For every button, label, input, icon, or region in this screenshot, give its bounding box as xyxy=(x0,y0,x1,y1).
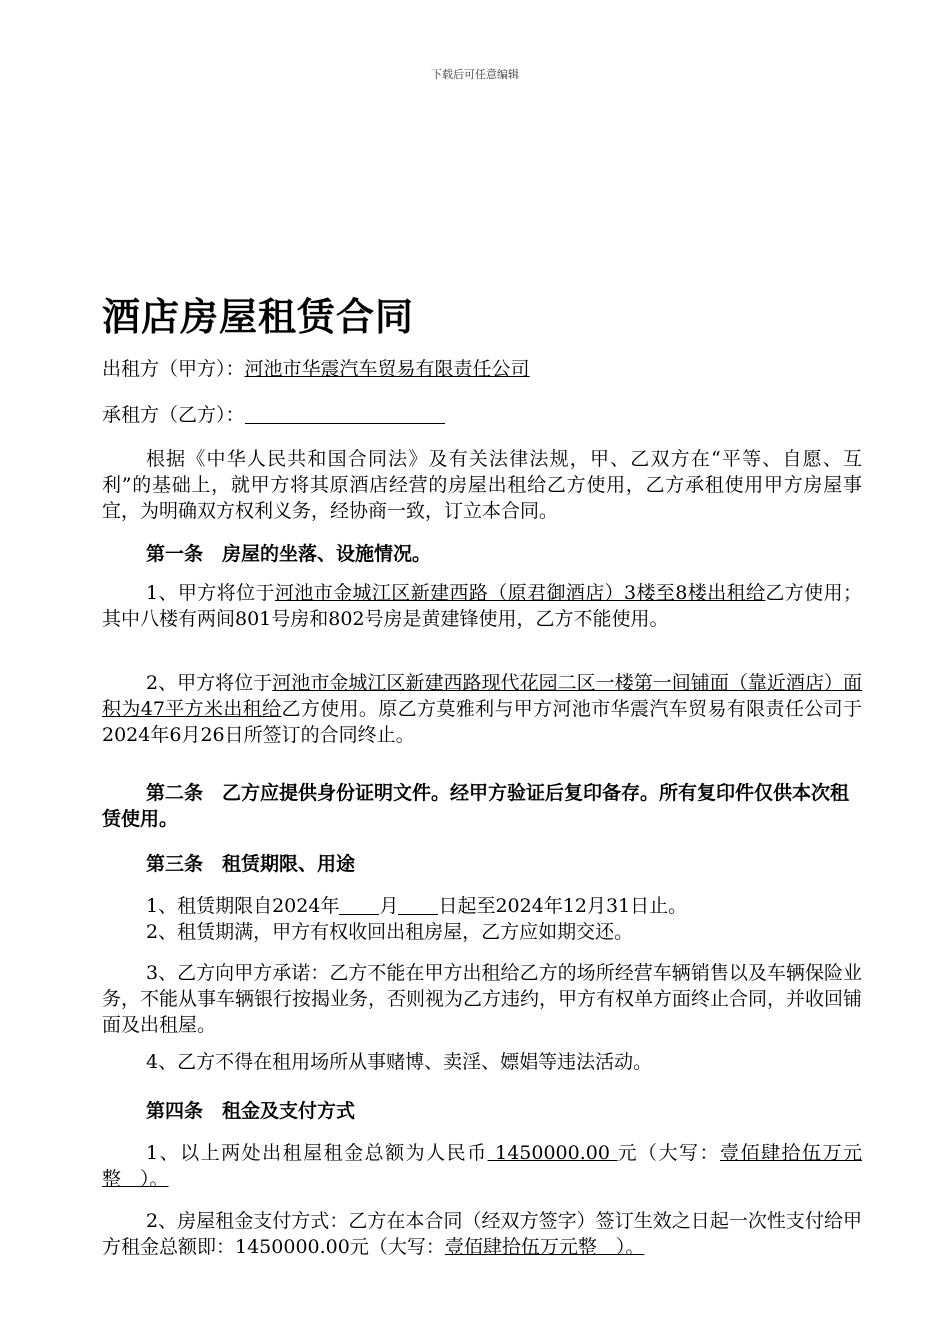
article1-item2-rest: 乙方使用。原乙方莫雅利与甲方河池市华震汽车贸易有限责任公司于2024年6月26日所签订的合同终止。 xyxy=(102,698,862,746)
lessee-line xyxy=(102,402,862,428)
document-title: 酒店房屋租赁合同 xyxy=(102,295,415,339)
rent-amount: 1450000.00 xyxy=(487,1142,618,1164)
article1-item2 xyxy=(102,670,862,748)
lessee-name-blank xyxy=(245,405,445,424)
page-header-note: 下载后可任意编辑 xyxy=(431,68,519,81)
article3-item1-lead: 1、租赁期限自2024年 xyxy=(146,895,340,917)
article1-item1-lead: 1、甲方将位于 xyxy=(146,582,275,604)
article1-heading: 第一条 房屋的坐落、设施情况。 xyxy=(146,543,432,565)
article1-item1 xyxy=(102,580,862,632)
article3-item1 xyxy=(102,893,862,919)
payment-amount-words: 壹佰肆拾伍万元整 ）。 xyxy=(444,1236,645,1258)
lessor-label: 出租方（甲方）： xyxy=(102,358,245,380)
article4-item1 xyxy=(102,1140,862,1192)
article4-item2-lead: 2、房屋租金支付方式：乙方在本合同（经双方签字）签订生效之日起一次性支付给甲方租金总额即：1450000.00元（大写： xyxy=(102,1210,862,1258)
article4-item1-unit: 元（大写： xyxy=(617,1142,720,1164)
article4-item1-lead: 1、以上两处出租屋租金总额为人民币 xyxy=(146,1142,488,1164)
lessor-name: 河池市华震汽车贸易有限责任公司 xyxy=(244,358,530,380)
rent-amount-words: 壹佰肆拾伍万元整 ）。 xyxy=(102,1142,862,1190)
article1-item2-location: 河池市金城江区新建西路现代花园二区一楼第一间铺面（靠近酒店）面积为47平方米出租给 xyxy=(102,672,862,720)
article1-item1-rest: 乙方使用；其中八楼有两间801号房和802号房是黄建锋使用，乙方不能使用。 xyxy=(102,582,862,630)
article4-item2 xyxy=(102,1208,862,1260)
article1-item1-location: 河池市金城江区新建西路（原君御酒店）3楼至8楼出租给 xyxy=(274,582,766,604)
article1-item2-lead: 2、甲方将位于 xyxy=(146,672,273,694)
article3-item1-month: 月 xyxy=(379,895,399,917)
month-blank xyxy=(339,896,379,915)
lessor-line xyxy=(102,356,862,382)
article3-item1-rest: 日起至2024年12月31日止。 xyxy=(438,895,688,917)
preamble-paragraph: 根据《中华人民共和国合同法》及有关法律法规，甲、乙双方在“平等、自愿、互利”的基础上，就甲方将其原酒店经营的房屋出租给乙方使用，乙方承租使用甲方房屋事宜，为明确双方权利义务，经协商一致，订立本合同。 xyxy=(102,448,862,522)
article2-heading: 第二条 乙方应提供身份证明文件。经甲方验证后复印备存。所有复印件仅供本次租赁使用。 xyxy=(102,782,850,830)
day-blank xyxy=(398,896,438,915)
article3-item4: 4、乙方不得在租用场所从事赌博、卖淫、嫖娼等违法活动。 xyxy=(146,1051,653,1073)
article3-item3: 3、乙方向甲方承诺：乙方不能在甲方出租给乙方的场所经营车辆销售以及车辆保险业务，不能从事车辆银行按揭业务，否则视为乙方违约，甲方有权单方面终止合同，并收回铺面及出租屋。 xyxy=(102,962,863,1036)
article3-item2: 2、租赁期满，甲方有权收回出租房屋，乙方应如期交还。 xyxy=(146,921,634,943)
article4-heading: 第四条 租金及支付方式 xyxy=(146,1100,356,1122)
article3-heading: 第三条 租赁期限、用途 xyxy=(146,853,356,875)
lessee-label: 承租方（乙方）： xyxy=(102,404,245,426)
